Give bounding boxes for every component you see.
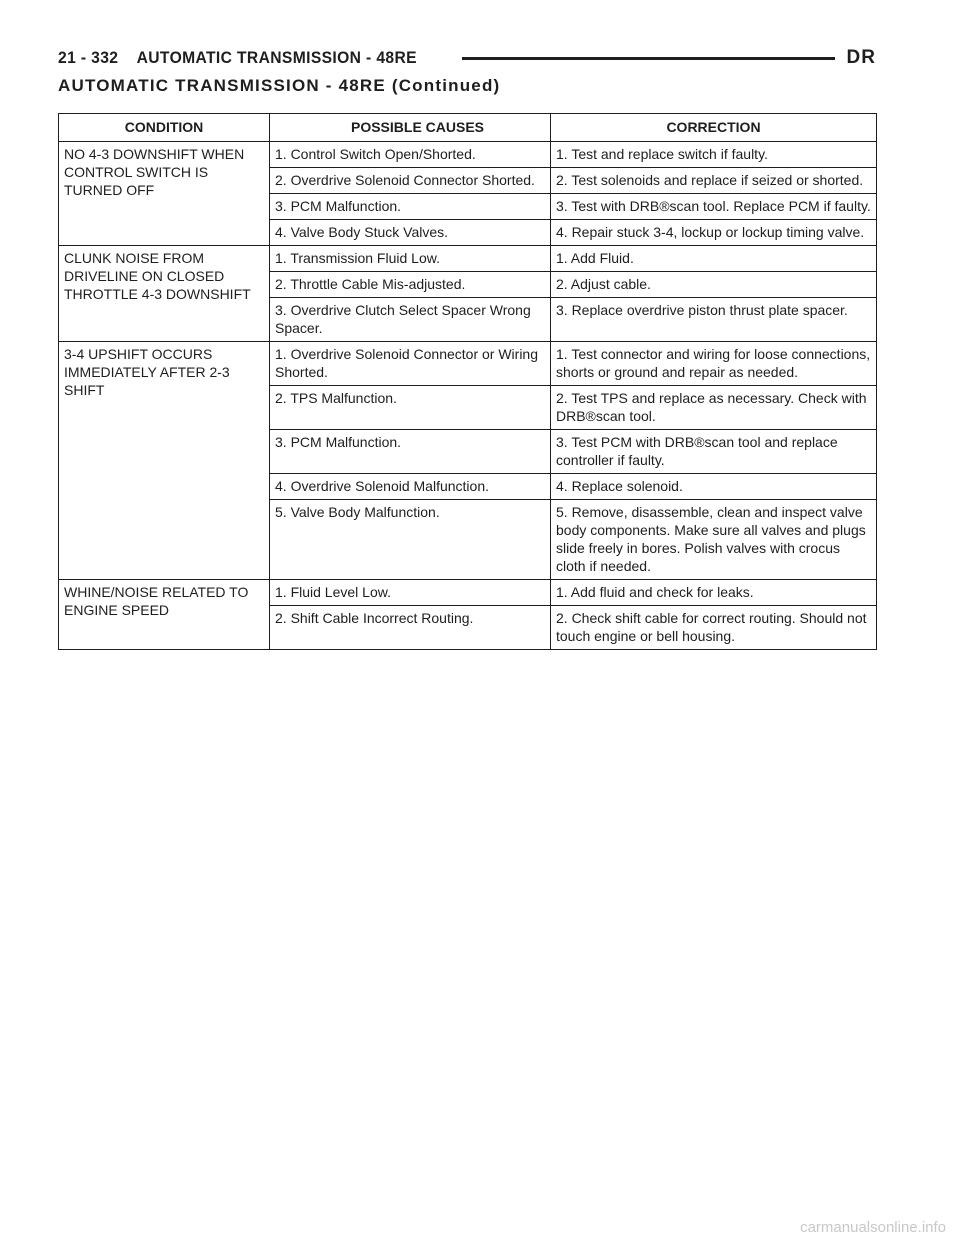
page-header (58, 44, 876, 72)
cause-cell: 4. Overdrive Solenoid Malfunction. (270, 474, 551, 500)
correction-cell: 5. Remove, disassemble, clean and inspect valve body components. Make sure all valves and plugs slide freely in bores. Polish valves with crocus cloth if needed. (551, 500, 877, 580)
condition-cell: 3-4 UPSHIFT OCCURS IMMEDIATELY AFTER 2-3 SHIFT (59, 342, 270, 580)
page-number-section-title: 21 - 332 AUTOMATIC TRANSMISSION - 48RE (58, 48, 417, 67)
correction-cell: 4. Replace solenoid. (551, 474, 877, 500)
cause-cell: 1. Overdrive Solenoid Connector or Wiring Shorted. (270, 342, 551, 386)
correction-cell: 1. Add fluid and check for leaks. (551, 580, 877, 606)
cause-cell: 1. Transmission Fluid Low. (270, 246, 551, 272)
watermark-link[interactable]: carmanualsonline.info (800, 1219, 946, 1236)
table-header-row (59, 114, 877, 142)
table-row (59, 246, 877, 272)
header-rule (462, 57, 834, 60)
correction-cell: 2. Test TPS and replace as necessary. Check with DRB®scan tool. (551, 386, 877, 430)
cause-cell: 5. Valve Body Malfunction. (270, 500, 551, 580)
cause-cell: 4. Valve Body Stuck Valves. (270, 220, 551, 246)
table-row (59, 580, 877, 606)
condition-cell: WHINE/NOISE RELATED TO ENGINE SPEED (59, 580, 270, 650)
condition-cell: NO 4-3 DOWNSHIFT WHEN CONTROL SWITCH IS TURNED OFF (59, 142, 270, 246)
column-header-condition: CONDITION (59, 114, 270, 142)
cause-cell: 3. PCM Malfunction. (270, 430, 551, 474)
column-header-correction: CORRECTION (551, 114, 877, 142)
correction-cell: 2. Check shift cable for correct routing. Should not touch engine or bell housing. (551, 606, 877, 650)
cause-cell: 2. Throttle Cable Mis-adjusted. (270, 272, 551, 298)
section-subtitle: AUTOMATIC TRANSMISSION - 48RE (Continued) (58, 76, 501, 95)
correction-cell: 3. Test PCM with DRB®scan tool and replace controller if faulty. (551, 430, 877, 474)
table-row (59, 142, 877, 168)
cause-cell: 1. Control Switch Open/Shorted. (270, 142, 551, 168)
cause-cell: 2. Shift Cable Incorrect Routing. (270, 606, 551, 650)
cause-cell: 2. Overdrive Solenoid Connector Shorted. (270, 168, 551, 194)
correction-cell: 3. Replace overdrive piston thrust plate spacer. (551, 298, 877, 342)
cause-cell: 3. PCM Malfunction. (270, 194, 551, 220)
model-code: DR (846, 47, 876, 68)
correction-cell: 3. Test with DRB®scan tool. Replace PCM if faulty. (551, 194, 877, 220)
correction-cell: 2. Adjust cable. (551, 272, 877, 298)
correction-cell: 1. Test and replace switch if faulty. (551, 142, 877, 168)
cause-cell: 3. Overdrive Clutch Select Spacer Wrong Spacer. (270, 298, 551, 342)
condition-cell: CLUNK NOISE FROM DRIVELINE ON CLOSED THROTTLE 4-3 DOWNSHIFT (59, 246, 270, 342)
column-header-possible-causes: POSSIBLE CAUSES (270, 114, 551, 142)
cause-cell: 1. Fluid Level Low. (270, 580, 551, 606)
cause-cell: 2. TPS Malfunction. (270, 386, 551, 430)
correction-cell: 1. Add Fluid. (551, 246, 877, 272)
table-row (59, 342, 877, 386)
correction-cell: 2. Test solenoids and replace if seized or shorted. (551, 168, 877, 194)
correction-cell: 4. Repair stuck 3-4, lockup or lockup timing valve. (551, 220, 877, 246)
diagnosis-table (58, 113, 877, 650)
correction-cell: 1. Test connector and wiring for loose connections, shorts or ground and repair as needed. (551, 342, 877, 386)
